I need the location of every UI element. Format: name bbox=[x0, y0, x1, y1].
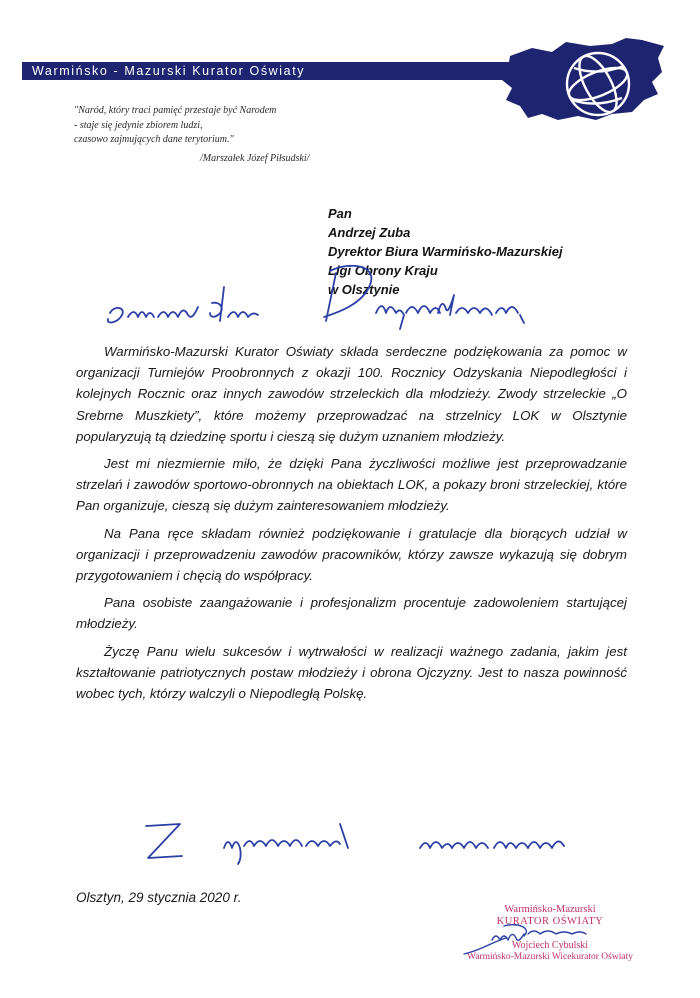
organization-title: Warmińsko - Mazurski Kurator Oświaty bbox=[32, 64, 306, 78]
motto-line: czasowo zajmujących dane terytorium." bbox=[74, 134, 234, 145]
addressee-line: Andrzej Zuba bbox=[328, 225, 411, 240]
body-paragraph: Na Pana ręce składam również podziękowanie i gratulacje dla biorących udział w organizacji i przeprowadzeniu zawodów pracowników, którzy zawsze wykazują się dobrym przygotowaniem i chęcią do współpracy. bbox=[76, 525, 627, 584]
body-paragraph: Warmińsko-Mazurski Kurator Oświaty składa serdeczne podziękowania za pomoc w organizacji Turniejów Proobronnych z okazji 100. Rocznicy Odzyskania Niepodległości i kolejnych Rocznic oraz innych zawodów strzeleckich dla młodzieży. Zwody strzeleckie „O Srebrne Muszkiety”, które możemy przeprowadzać na strzelnicy LOK w Olsztynie popularyzują tą dziedzinę sportu i cieszą się dużym uznaniem młodzieży. bbox=[76, 344, 627, 444]
motto-line: "Naród, który traci pamięć przestaje być Narodem bbox=[74, 105, 277, 116]
addressee-line: Pan bbox=[328, 206, 352, 221]
stamp-signer: Wojciech Cybulski bbox=[511, 940, 589, 951]
addressee-line: w Olsztynie bbox=[328, 282, 400, 297]
date-place: Olsztyn, 29 stycznia 2020 r. bbox=[76, 890, 242, 905]
addressee-line: Dyrektor Biura Warmińsko-Mazurskiej bbox=[328, 244, 563, 259]
motto-quote bbox=[74, 104, 374, 148]
logo-map-globe-icon bbox=[492, 28, 668, 128]
body-paragraph: Życzę Panu wielu sukcesów i wytrwałości w realizacji ważnego zadania, jakim jest kształtowanie patriotycznych postaw młodzieży i obrona Ojczyzny. Jest to nasza powinność wobec tych, którzy walczyli o Niepodległą Polskę. bbox=[76, 643, 627, 702]
body-paragraph: Jest mi niezmiernie miło, że dzięki Pana życzliwości możliwe jest przeprowadzanie strzelań i zawodów sportowo-obronnych na obiektach LOK, a pokazy broni strzeleckiej, które Pan organizuje, cieszą się dużym zainteresowaniem młodzieży. bbox=[76, 456, 627, 514]
body-paragraph: Pana osobiste zaangażowanie i profesjonalizm procentuje zadowoleniem startującej młodzieży. bbox=[76, 595, 627, 632]
motto-author: /Marszałek Józef Piłsudski/ bbox=[200, 153, 310, 164]
handwritten-salutation bbox=[100, 255, 560, 335]
motto-line: - staje się jedynie zbiorem ludzi, bbox=[74, 119, 203, 131]
addressee-line: Ligi Obrony Kraju bbox=[328, 263, 438, 278]
letter-body bbox=[76, 341, 627, 710]
stamp-signature-icon bbox=[452, 920, 632, 956]
handwritten-closing bbox=[140, 812, 590, 872]
stamp-line: KURATOR OŚWIATY bbox=[496, 916, 604, 927]
stamp-line: Warmińsko-Mazurski Wicekurator Oświaty bbox=[467, 952, 633, 962]
stamp-line: Warmińsko-Mazurski bbox=[504, 904, 596, 915]
